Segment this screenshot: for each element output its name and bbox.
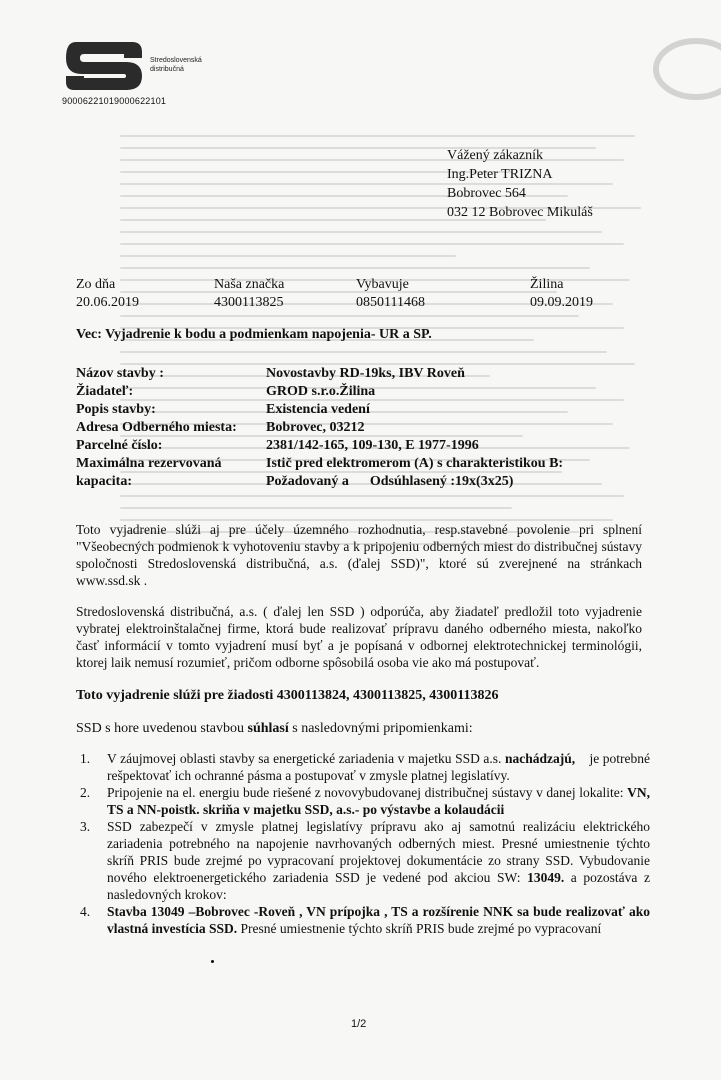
logo-wordmark [150, 56, 202, 74]
logo-line-1: Stredoslovenská [150, 57, 202, 64]
detail-key: Názov stavby : [76, 366, 164, 381]
agreement-line [76, 721, 473, 737]
scan-speck [211, 960, 214, 963]
list-text: V záujmovej oblasti stavby sa energetické zariadenia v majetku SSD a.s. nachádzajú, je potrebné rešpektovať ich ochranné pásma a postupovať v zmysle platnej legislatívy. [107, 751, 654, 783]
list-number: 3. [80, 819, 91, 834]
ssd-logo-mark-icon [64, 36, 144, 96]
subject-line: Vec: Vyjadrenie k bodu a podmienkam napojenia- UR a SP. [76, 327, 432, 342]
detail-key: Parcelné číslo: [76, 438, 163, 453]
handler-label: Vybavuje [356, 277, 409, 292]
list-text: Pripojenie na el. energiu bude riešené z novovybudovanej distribučnej sústavy v danej lokalite: VN, TS a NN-poistk. skriňa v majetku SSD, a.s.- po výstavbe a kolaudácii [107, 785, 650, 817]
handler-value: 0850111468 [356, 295, 425, 310]
detail-value: GROD s.r.o.Žilina [266, 384, 376, 399]
detail-value: Bobrovec, 03212 [266, 420, 365, 435]
paragraph-conditions: Toto vyjadrenie slúži aj pre účely územného rozhodnutia, resp.stavebné povolenie pri splnení "Všeobecných podmienok k vyhotoveniu stavby a k pripojeniu odberných miest do distribučnej sústavy spoločnosti Stredoslovenská distribučná, a.s. (ďalej SSD)", ktoré sú zverejnené na stránkach www.ssd.sk . [76, 522, 642, 588]
detail-value: Existencia vedení [266, 402, 370, 417]
detail-key: Maximálna rezervovaná [76, 456, 222, 471]
recipient-city: 032 12 Bobrovec Mikuláš [447, 205, 593, 220]
meta-reference [214, 276, 284, 312]
meta-date [76, 276, 139, 312]
reference-label: Naša značka [214, 277, 285, 292]
list-text: SSD zabezpečí v zmysle platnej legislatívy prípravu ako aj samotnú realizáciu elektrického zariadenia potrebného na napojenie navrhovaných odberných miest. Presné umiestnenie týchto skríň PRIS bude zrejmé po vypracovaní projektovej dokumentácie zo strany SSD. Vybudovanie nového elektroenergetického zariadenia SSD je vedené pod akciou SW: 13049. a pozostáva z nasledovných krokov: [107, 819, 650, 902]
date-value: 20.06.2019 [76, 295, 139, 310]
detail-key: Adresa Odberného miesta: [76, 420, 237, 435]
agreement-pre: SSD s hore uvedenou stavbou [76, 721, 248, 736]
detail-value: Novostavby RD-19ks, IBV Roveň [266, 366, 465, 381]
list-number: 4. [80, 904, 91, 919]
list-number: 1. [80, 751, 91, 766]
recipient-address [447, 146, 593, 222]
detail-row [76, 365, 563, 383]
detail-key: kapacita: [76, 474, 132, 489]
detail-key: Žiadateľ: [76, 384, 134, 399]
list-item [80, 818, 650, 903]
salutation: Vážený zákazník [447, 148, 543, 163]
place-label: Žilina [530, 277, 564, 292]
conditions-list [80, 750, 654, 937]
detail-row [76, 473, 563, 491]
meta-place-date [530, 276, 593, 312]
detail-row [76, 437, 563, 455]
date-label: Zo dňa [76, 277, 116, 292]
agreement-post: s nasledovnými pripomienkami: [288, 721, 473, 736]
detail-value: Istič pred elektromerom (A) s charakteristikou B: [266, 456, 564, 471]
list-text: Stavba 13049 –Bobrovec -Roveň , VN prípojka , TS a rozšírenie NNK sa bude realizovať ako vlastná investícia SSD. Presné umiestnenie týchto skríň PRIS bude zrejmé po vypracovaní [107, 904, 650, 936]
meta-handler [356, 276, 425, 312]
page-number: 1/2 [351, 1018, 367, 1030]
detail-value: 2381/142-165, 109-130, E 1977-1996 [266, 438, 479, 453]
barcode-number: 9000622101900062210​1 [62, 96, 167, 106]
place-date-value: 09.09.2019 [530, 295, 593, 310]
detail-key: Popis stavby: [76, 402, 156, 417]
detail-row [76, 419, 563, 437]
paragraph-recommendation: Stredoslovenská distribučná, a.s. ( ďalej len SSD ) odporúča, aby žiadateľ predložil toto vyjadrenie vybratej elektroinštalačnej firme, ktorá bude realizovať prípravu daného odberného miesta, nakoľko časť informácií v tomto vyjadrení musí byť a je popísaná v odbornej elektrotechnickej terminológii, ktorej laik nemusí rozumieť, pričom odborne spôsobilá osoba vie ako má postupovať. [76, 604, 642, 670]
detail-value: Požadovaný a Odsúhlasený :19x(3x25) [266, 474, 514, 489]
detail-row [76, 383, 563, 401]
recipient-name: Ing.Peter TRIZNA [447, 167, 553, 182]
project-details [76, 365, 563, 491]
reference-value: 4300113825 [214, 295, 284, 310]
list-item [80, 750, 654, 784]
logo-line-2: distribučná [150, 66, 184, 73]
agreement-bold: súhlasí [247, 721, 289, 736]
list-item [80, 784, 650, 818]
list-item [80, 903, 650, 937]
detail-row [76, 455, 563, 473]
watermark-logo [651, 34, 721, 104]
list-number: 2. [80, 785, 91, 800]
recipient-street: Bobrovec 564 [447, 186, 526, 201]
purpose-line: Toto vyjadrenie slúži pre žiadosti 4300113824, 4300113825, 4300113826 [76, 688, 499, 703]
detail-row [76, 401, 563, 419]
